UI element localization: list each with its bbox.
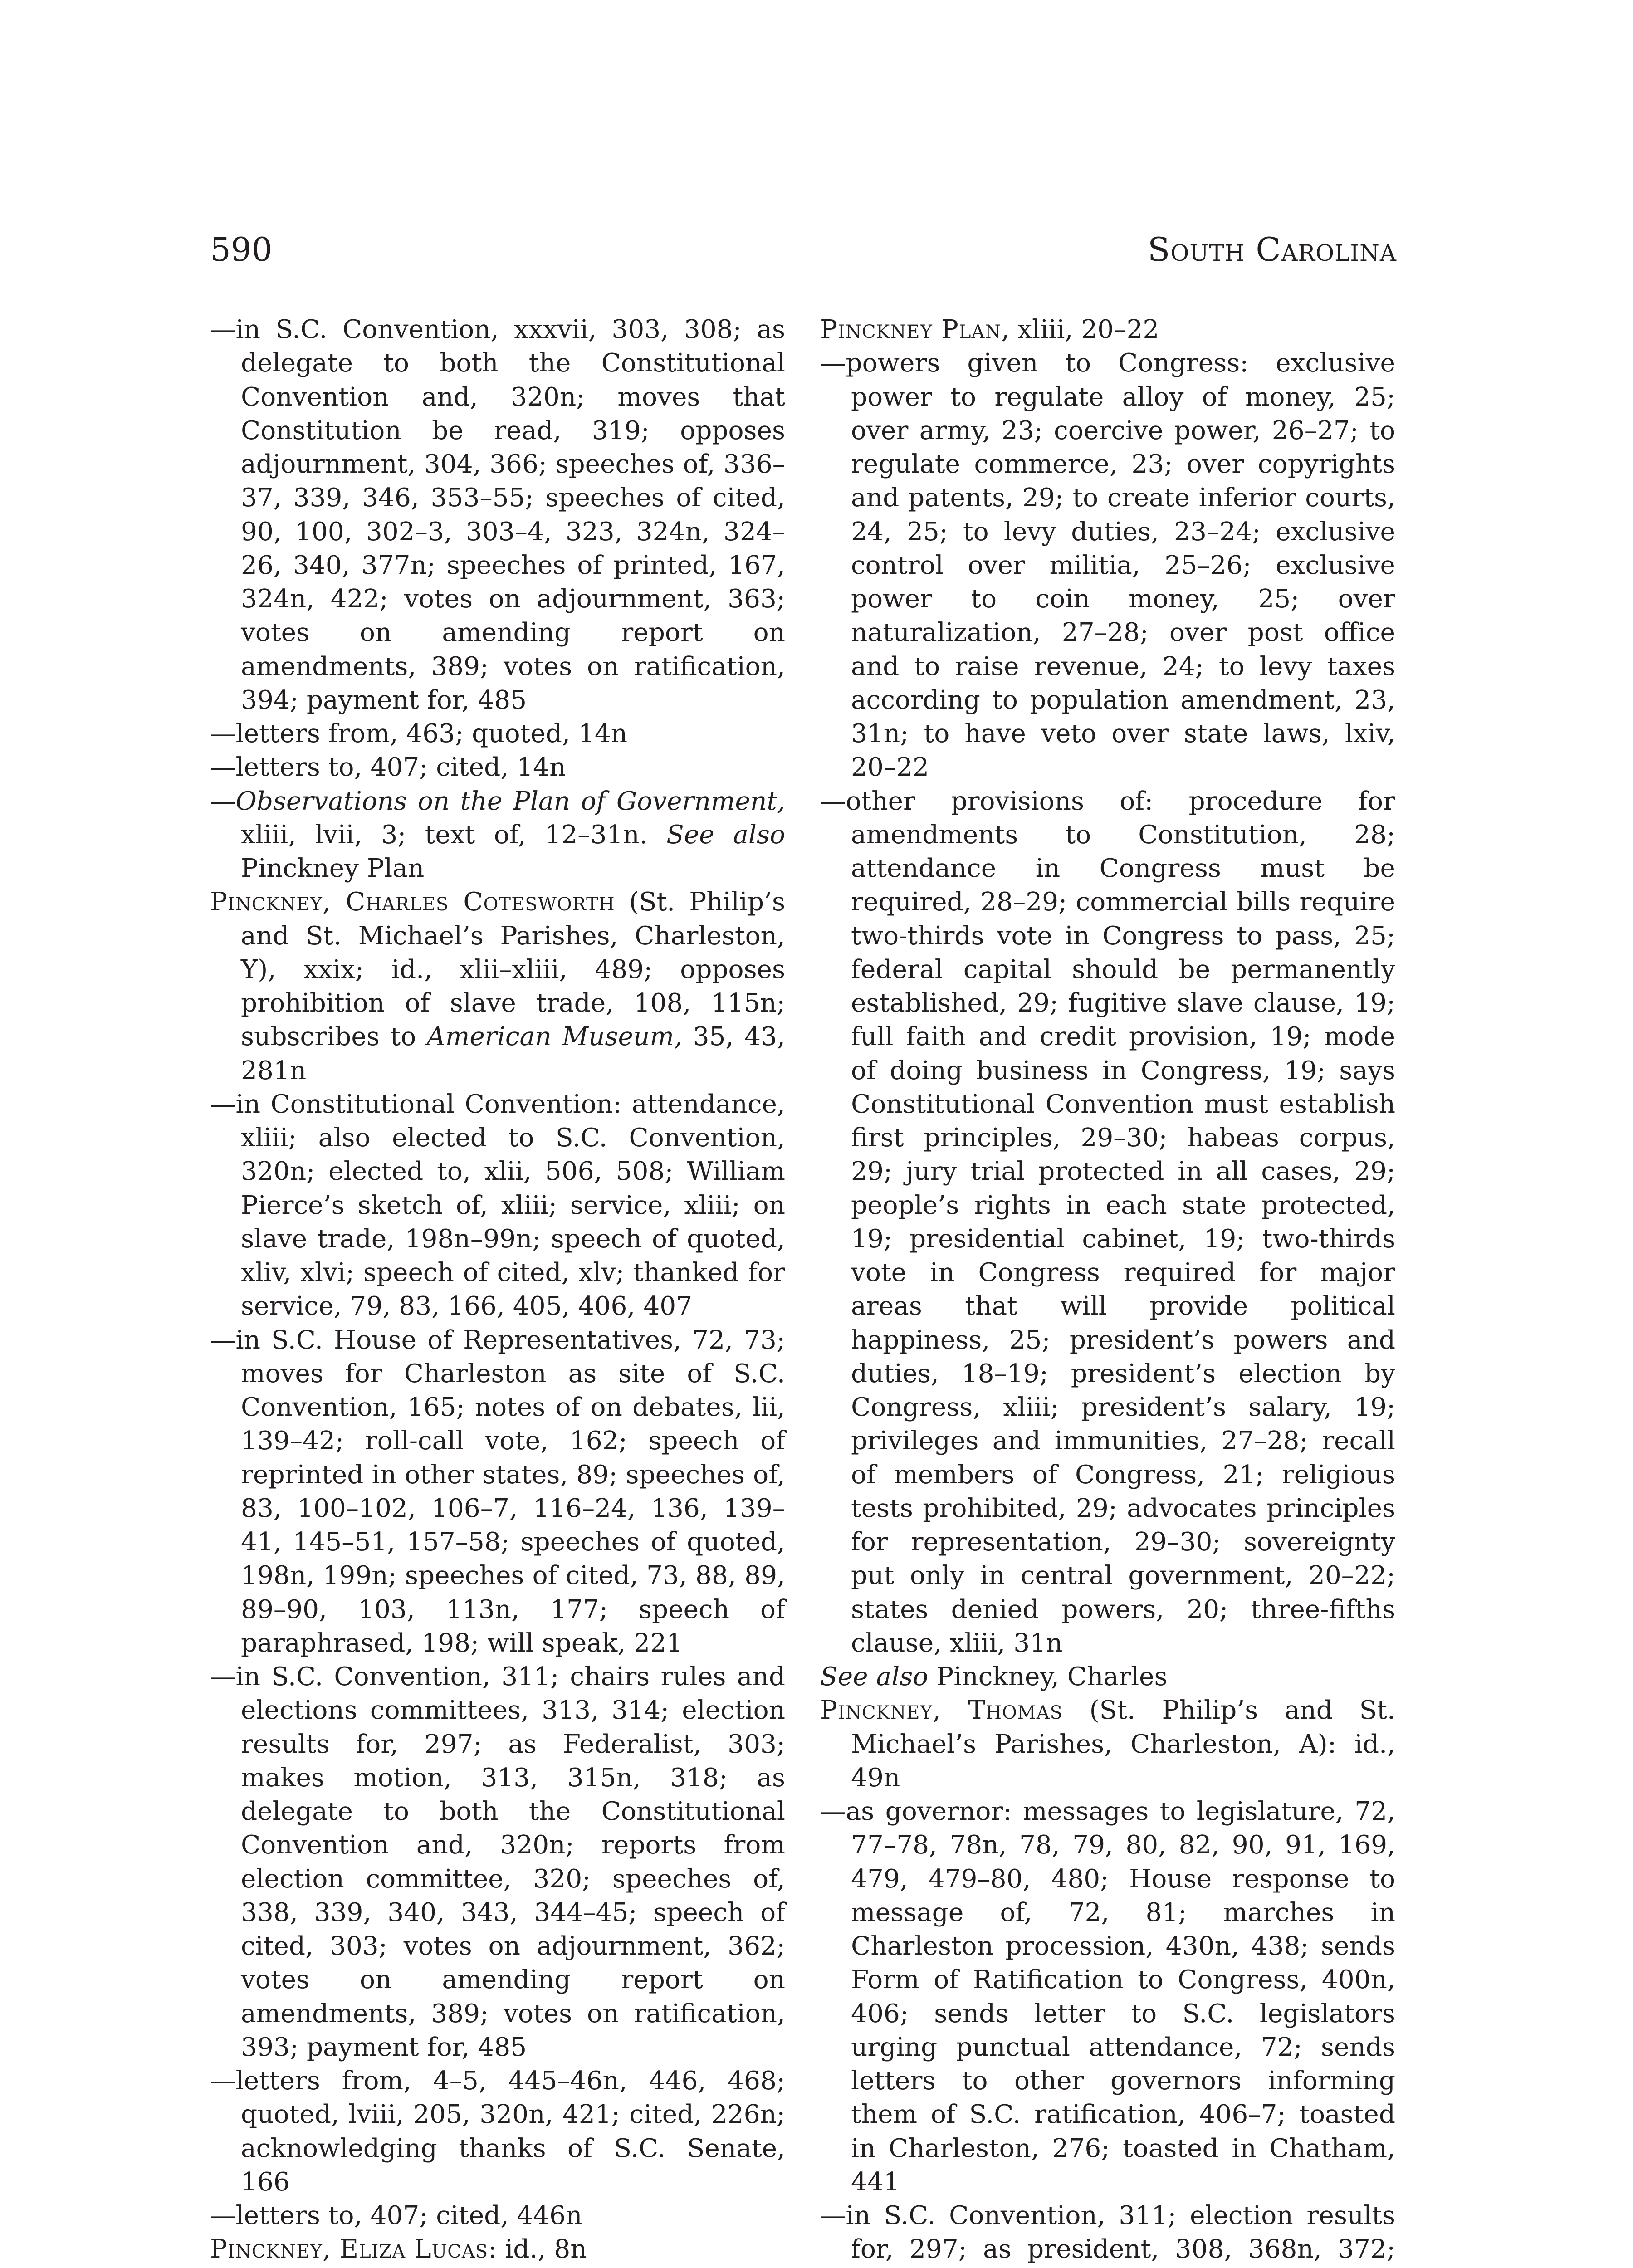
work-title: American Museum, (426, 1022, 682, 1052)
index-subentry: —in S.C. Convention, xxxvii, 303, 308; as delegate to both the Constitutional Convention and, 320n; moves that Constitution be read, 319; opposes adjournment, 304, 366; speeches of, 336–37, 339, 346, 353–55; speeches of cited, 90, 100, 302–3, 303–4, 323, 324n, 324–26, 340, 377n; speeches of printed, 167, 324n, 422; votes on adjournment, 363; votes on amending report on amendments, 389; votes on ratification, 394; payment for, 485 (210, 315, 785, 715)
running-head: South Carolina (1148, 230, 1397, 269)
entry-heading: Pinckney, Eliza Lucas (210, 2234, 489, 2264)
page-number: 590 (210, 230, 273, 269)
index-subentry: —in Constitutional Convention: attendance, xliii; also elected to S.C. Convention, 320n; elected to, xlii, 506, 508; William Pierce’s sketch of, xliii; service, xliii; on slave trade, 198n–99n; speech of quoted, xliv, xlvi; speech of cited, xlv; thanked for service, 79, 83, 166, 405, 406, 407 (210, 1089, 785, 1321)
entry-heading: Pinckney, Thomas (820, 1696, 1063, 1725)
index-subentry: —in S.C. House of Representatives, 72, 73; moves for Charleston as site of S.C. Convention, 165; notes of on debates, lii, 139–42; roll-call vote, 162; speech of reprinted in other states, 89; speeches of, 83, 100–102, 106–7, 116–24, 136, 139–41, 145–51, 157–58; speeches of quoted, 198n, 199n; speeches of cited, 73, 88, 89, 89–90, 103, 113n, 177; speech of paraphrased, 198; will speak, 221 (210, 1325, 785, 1658)
index-subentry: —letters from, 463; quoted, 14n (210, 719, 628, 748)
index-entry: Pinckney Plan, xliii, 20–22 (820, 315, 1159, 344)
see-also-label: See also (666, 820, 786, 850)
index-subentry: —as governor: messages to legislature, 72, 77–78, 78n, 78, 79, 80, 82, 90, 91, 169, 479, 479–80, 480; House response to message of, 72, 81; marches in Charleston procession, 430n, 438; sends Form of Ratification to Congress, 400n, 406; sends letter to S.C. legislators urging punctual attendance, 72; sends letters to other governors informing them of S.C. ratification, 406–7; toasted in Charleston, 276; toasted in Chatham, 441 (820, 1797, 1395, 2197)
index-subentry: —other provisions of: procedure for amendments to Constitution, 28; attendance in Congress must be required, 28–29; commercial bills require two-thirds vote in Congress to pass, 25; federal capital should be permanently established, 29; fugitive slave clause, 19; full faith and credit provision, 19; mode of doing business in Congress, 19; says Constitutional Convention must establish first principles, 29–30; habeas corpus, 29; jury trial protected in all cases, 29; people’s rights in each state protected, 19; presidential cabinet, 19; two-thirds vote in Congress required for major areas that will provide political happiness, 25; president’s powers and duties, 18–19; president’s election by Congress, xliii; president’s salary, 19; privileges and immunities, 27–28; recall of members of Congress, 21; religious tests prohibited, 29; advocates principles for representation, 29–30; sovereignty put only in central government, 20–22; states denied powers, 20; three-fifths clause, xliii, 31n (820, 786, 1395, 1658)
entry-heading: Pinckney, Charles Cotesworth (210, 887, 615, 917)
index-subentry: —letters from, 4–5, 445–46n, 446, 468; quoted, lviii, 205, 320n, 421; cited, 226n; acknowledging thanks of S.C. Senate, 166 (210, 2066, 785, 2197)
right-column (820, 313, 1395, 2268)
index-subentry: —Observations on the Plan of Government, xliii, lvii, 3; text of, 12–31n. See also Pinckney Plan (210, 786, 786, 883)
page-header (210, 229, 1397, 270)
see-also-entry: See also Pinckney, Charles (820, 1662, 1168, 1691)
index-subentry: —letters to, 407; cited, 446n (210, 2201, 582, 2230)
left-column (210, 313, 785, 2268)
index-subentry: —in S.C. Convention, 311; chairs rules and elections committees, 313, 314; election results for, 297; as Federalist, 303; makes motion, 313, 315n, 318; as delegate to both the Constitutional Convention and, 320n; reports from election committee, 320; speeches of, 338, 339, 340, 343, 344–45; speech of cited, 303; votes on adjournment, 362; votes on amending report on amendments, 389; votes on ratification, 393; payment for, 485 (210, 1662, 785, 2062)
work-title: Observations on the Plan of Government, (235, 786, 785, 816)
index-subentry: —powers given to Congress: exclusive power to regulate alloy of money, 25; over army, 23; coercive power, 26–27; to regulate commerce, 23; over copyrights and patents, 29; to create inferior courts, 24, 25; to levy duties, 23–24; exclusive control over militia, 25–26; exclusive power to coin money, 25; over naturalization, 27–28; over post office and to raise revenue, 24; to levy taxes according to population amendment, 23, 31n; to have veto over state laws, lxiv, 20–22 (820, 348, 1395, 782)
see-also-label: See also (820, 1662, 929, 1691)
index-subentry: —in S.C. Convention, 311; election results for, 297; as president, 308, 368n, 372; (820, 2201, 1395, 2264)
index-entry: Pinckney, Charles Cotesworth (St. Philip’s and St. Michael’s Parishes, Charleston, Y), xxix; id., xlii–xliii, 489; opposes prohibition of slave trade, 108, 115n; subscribes to American Museum, 35, 43, 281n (210, 887, 785, 1085)
index-entry: Pinckney, Thomas (St. Philip’s and St. Michael’s Parishes, Charleston, A): id., 49n (820, 1696, 1395, 1793)
entry-heading: Pinckney Plan (820, 315, 1002, 344)
index-entry: Pinckney, Eliza Lucas: id., 8n (210, 2234, 587, 2264)
index-subentry (210, 2267, 785, 2268)
index-subentry: —letters to, 407; cited, 14n (210, 753, 566, 782)
